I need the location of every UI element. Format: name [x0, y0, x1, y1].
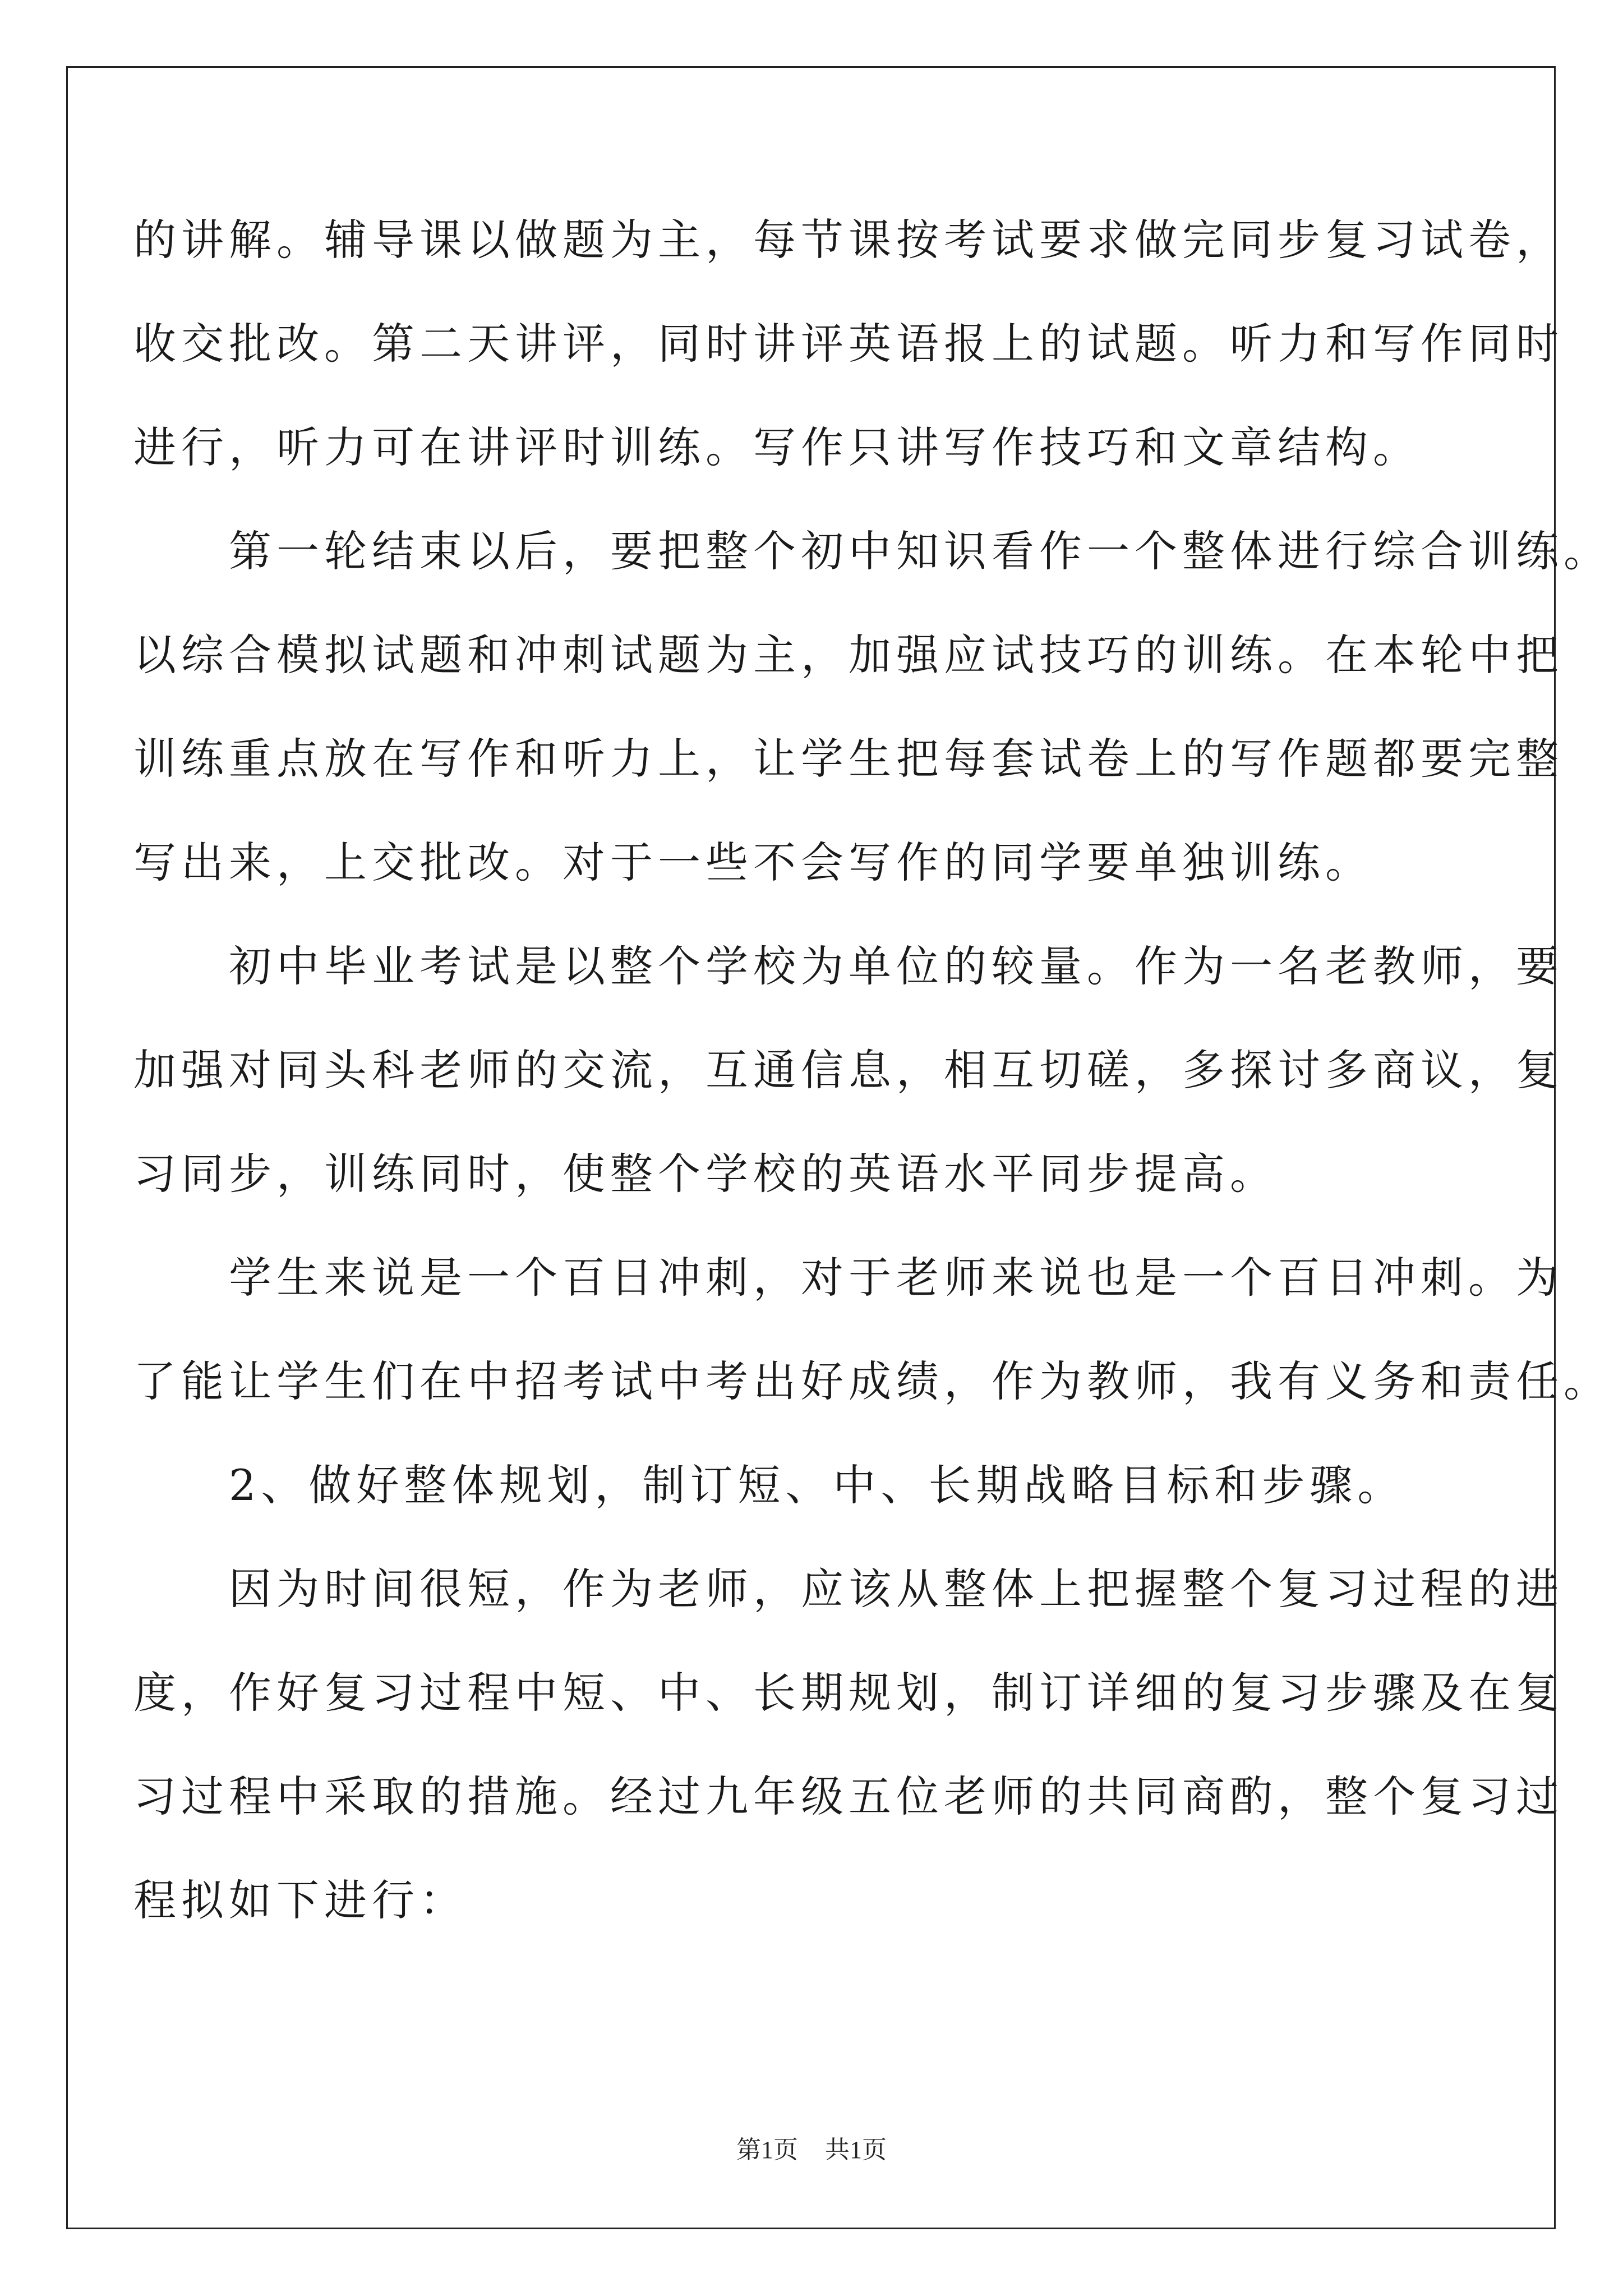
text-line: 程拟如下进行： — [133, 1875, 467, 1925]
text-line: 了能让学生们在中招考试中考出好成绩，作为教师，我有义务和责任。 — [133, 1356, 1611, 1406]
text-line: 初中毕业考试是以整个学校为单位的较量。作为一名老教师，要 — [133, 941, 1564, 991]
text-line: 第一轮结束以后，要把整个初中知识看作一个整体进行综合训练。 — [133, 526, 1611, 576]
page-number: 第1页 — [736, 2136, 798, 2164]
text-line: 进行，听力可在讲评时训练。写作只讲写作技巧和文章结构。 — [133, 422, 1421, 472]
page-footer — [0, 2134, 1623, 2166]
text-line: 因为时间很短，作为老师，应该从整体上把握整个复习过程的进 — [133, 1564, 1564, 1614]
text-line: 收交批改。第二天讲评，同时讲评英语报上的试题。听力和写作同时 — [133, 319, 1564, 369]
page-total: 共1页 — [825, 2136, 887, 2164]
text-line: 习过程中采取的措施。经过九年级五位老师的共同商酌，整个复习过 — [133, 1772, 1564, 1821]
text-line: 习同步，训练同时，使整个学校的英语水平同步提高。 — [133, 1149, 1278, 1199]
text-line: 度，作好复习过程中短、中、长期规划，制订详细的复习步骤及在复 — [133, 1668, 1564, 1718]
text-line: 加强对同头科老师的交流，互通信息，相互切磋，多探讨多商议，复 — [133, 1045, 1564, 1095]
text-line: 学生来说是一个百日冲刺，对于老师来说也是一个百日冲刺。为 — [133, 1253, 1564, 1303]
text-line: 以综合模拟试题和冲刺试题为主，加强应试技巧的训练。在本轮中把 — [133, 630, 1564, 680]
text-line: 训练重点放在写作和听力上，让学生把每套试卷上的写作题都要完整 — [133, 734, 1564, 784]
text-line: 写出来，上交批改。对于一些不会写作的同学要单独训练。 — [133, 838, 1373, 887]
text-line: 的讲解。辅导课以做题为主，每节课按考试要求做完同步复习试卷， — [133, 215, 1564, 265]
text-line: 2、做好整体规划，制订短、中、长期战略目标和步骤。 — [133, 1460, 1405, 1510]
